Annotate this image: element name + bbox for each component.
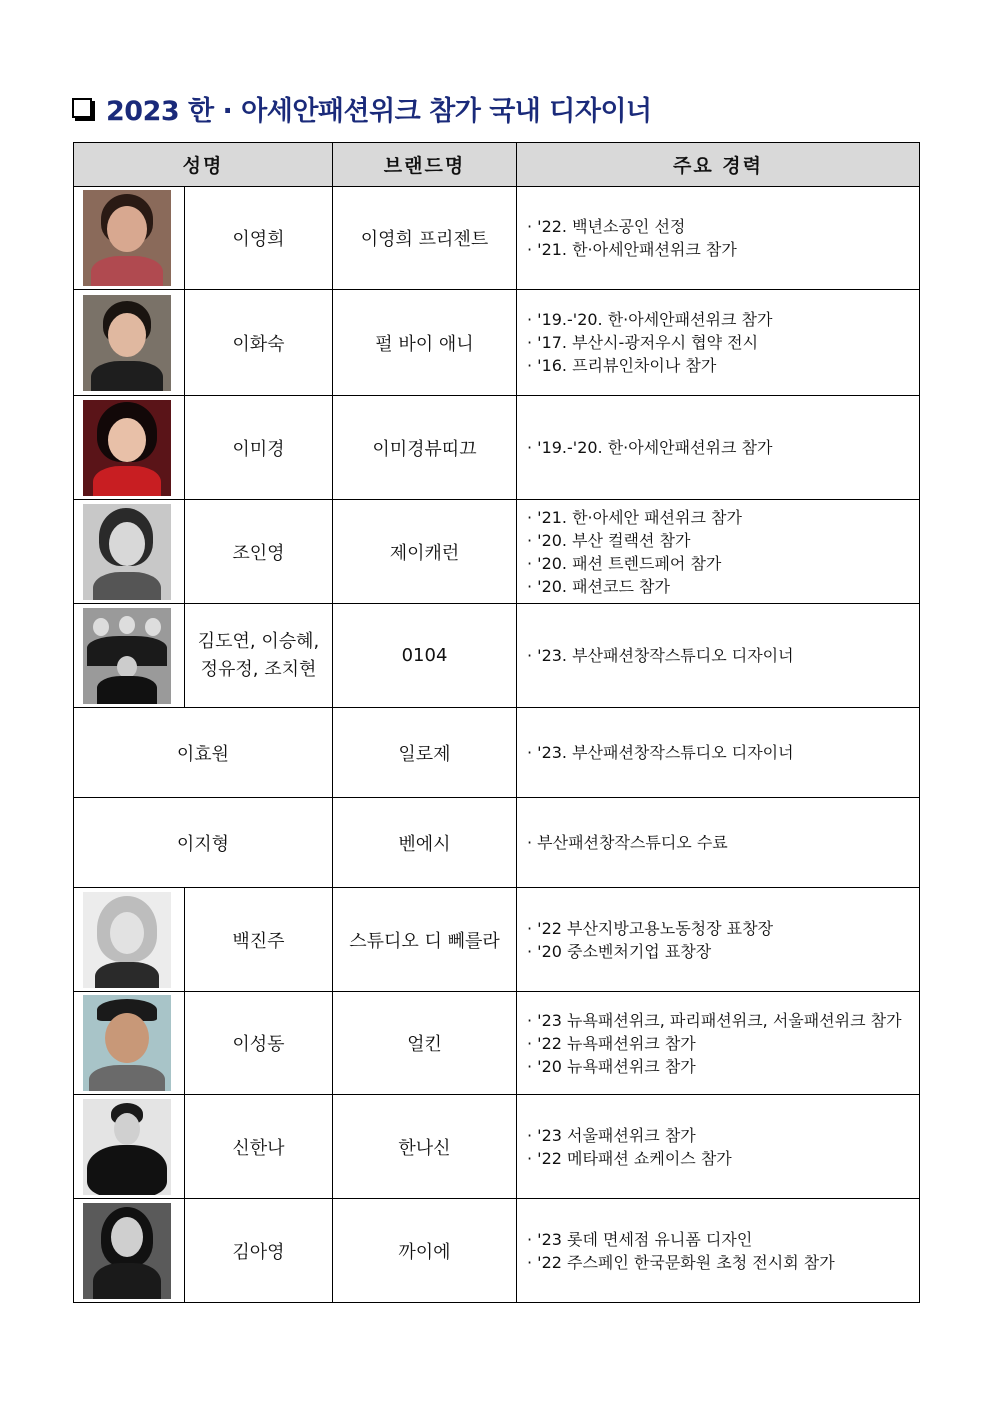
designer-name: 김아영 [185, 1199, 333, 1303]
table-row [74, 187, 920, 290]
photo-cell [74, 1095, 185, 1199]
page-title: 2023 한 · 아세안패션위크 참가 국내 디자이너 [106, 95, 652, 127]
career-cell [517, 708, 920, 798]
photo-cell [74, 187, 185, 290]
brand-name: 얼킨 [333, 992, 517, 1095]
career-cell [517, 604, 920, 708]
header-name: 성명 [74, 143, 333, 187]
brand-name: 벤에시 [333, 798, 517, 888]
designer-name: 이효원 [74, 708, 333, 798]
header-brand: 브랜드명 [333, 143, 517, 187]
career-cell [517, 1095, 920, 1199]
career-item: · '17. 부산시-광저우시 협약 전시 [527, 331, 919, 354]
photo-cell [74, 992, 185, 1095]
table-row [74, 500, 920, 604]
designer-photo [83, 400, 171, 496]
brand-name: 일로제 [333, 708, 517, 798]
photo-cell [74, 888, 185, 992]
designer-photo [83, 995, 171, 1091]
table-row [74, 290, 920, 396]
career-cell [517, 396, 920, 500]
photo-cell [74, 396, 185, 500]
photo-cell [74, 604, 185, 708]
career-item: · '21. 한·아세안 패션위크 참가 [527, 506, 919, 529]
table-row [74, 1199, 920, 1303]
designer-name: 이화숙 [185, 290, 333, 396]
career-item: · '20. 부산 컬랙션 참가 [527, 529, 919, 552]
career-item: · '22 주스페인 한국문화원 초청 전시회 참가 [527, 1251, 919, 1274]
career-item: · '20 뉴욕패션위크 참가 [527, 1055, 919, 1078]
career-item: · '23 서울패션위크 참가 [527, 1124, 919, 1147]
designer-name [185, 604, 333, 708]
designer-name: 이성동 [185, 992, 333, 1095]
section-title [72, 90, 652, 126]
designer-photo [83, 608, 171, 704]
career-item: · '22 메타패션 쇼케이스 참가 [527, 1147, 919, 1170]
career-item: · 부산패션창작스튜디오 수료 [527, 831, 919, 854]
designer-name: 이미경 [185, 396, 333, 500]
career-cell [517, 1199, 920, 1303]
career-item: · '19.-'20. 한·아세안패션위크 참가 [527, 308, 919, 331]
header-career: 주요 경력 [517, 143, 920, 187]
designer-photo [83, 190, 171, 286]
designer-photo [83, 1203, 171, 1299]
table-row [74, 798, 920, 888]
career-item: · '16. 프리뷰인차이나 참가 [527, 354, 919, 377]
designer-name-line: 김도연, 이승혜, [197, 630, 320, 652]
designer-table [73, 142, 920, 1303]
career-item: · '20. 패션코드 참가 [527, 575, 919, 598]
career-cell [517, 798, 920, 888]
table-row [74, 604, 920, 708]
table-row [74, 708, 920, 798]
photo-cell [74, 500, 185, 604]
career-item: · '20 중소벤처기업 표창장 [527, 940, 919, 963]
career-item: · '23 롯데 면세점 유니폼 디자인 [527, 1228, 919, 1251]
career-item: · '22. 백년소공인 선정 [527, 215, 919, 238]
brand-name: 펄 바이 애니 [333, 290, 517, 396]
career-cell [517, 992, 920, 1095]
brand-name: 스튜디오 디 뻬를라 [333, 888, 517, 992]
career-item: · '22 부산지방고용노동청장 표창장 [527, 917, 919, 940]
career-item: · '23 뉴욕패션위크, 파리패션위크, 서울패션위크 참가 [527, 1009, 919, 1032]
brand-name: 한나신 [333, 1095, 517, 1199]
designer-photo [83, 892, 171, 988]
designer-name-line: 정유정, 조치현 [200, 658, 317, 680]
career-item: · '22 뉴욕패션위크 참가 [527, 1032, 919, 1055]
career-cell [517, 888, 920, 992]
career-item: · '23. 부산패션창작스튜디오 디자이너 [527, 644, 919, 667]
table-row [74, 396, 920, 500]
table-header-row [74, 143, 920, 187]
table-row [74, 888, 920, 992]
brand-name: 0104 [333, 604, 517, 708]
table-row [74, 992, 920, 1095]
career-item: · '23. 부산패션창작스튜디오 디자이너 [527, 741, 919, 764]
photo-cell [74, 290, 185, 396]
designer-photo [83, 295, 171, 391]
designer-photo [83, 1099, 171, 1195]
checkbox-icon [72, 98, 92, 118]
career-cell [517, 290, 920, 396]
career-item: · '20. 패션 트렌드페어 참가 [527, 552, 919, 575]
brand-name: 이미경뷰띠끄 [333, 396, 517, 500]
brand-name: 이영희 프리젠트 [333, 187, 517, 290]
designer-name: 이영희 [185, 187, 333, 290]
career-item: · '19.-'20. 한·아세안패션위크 참가 [527, 436, 919, 459]
career-item: · '21. 한·아세안패션위크 참가 [527, 238, 919, 261]
designer-name: 조인영 [185, 500, 333, 604]
photo-cell [74, 1199, 185, 1303]
designer-name: 신한나 [185, 1095, 333, 1199]
designer-name: 백진주 [185, 888, 333, 992]
brand-name: 까이에 [333, 1199, 517, 1303]
career-cell [517, 187, 920, 290]
brand-name: 제이캐런 [333, 500, 517, 604]
career-cell [517, 500, 920, 604]
designer-name: 이지형 [74, 798, 333, 888]
table-row [74, 1095, 920, 1199]
designer-photo [83, 504, 171, 600]
